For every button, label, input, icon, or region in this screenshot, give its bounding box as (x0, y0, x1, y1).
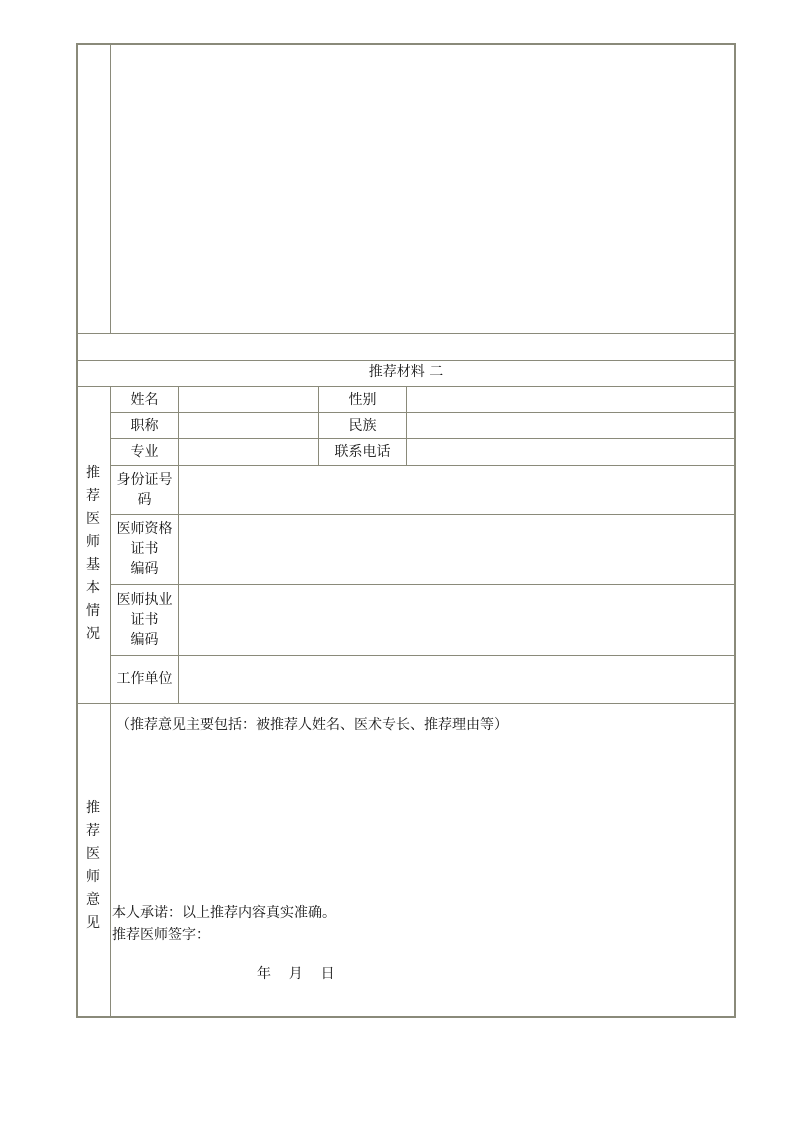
label-column-divider (178, 387, 179, 703)
name-label: 姓名 (130, 392, 159, 408)
row-title-bottom (110, 438, 735, 439)
row-name-bottom (110, 412, 735, 413)
commitment-text: 本人承诺：以上推荐内容真实准确。 (112, 905, 336, 921)
practice-cert-label: 医师执业 证书 编码 (116, 592, 173, 648)
qualification-cert-label: 医师资格 证书 编码 (116, 521, 173, 577)
blank-row-bottom-line (77, 360, 735, 361)
basic-info-side-label: 推荐医师基本情况 (86, 465, 100, 642)
row-qual-bottom (110, 584, 735, 585)
id-number-label: 身份证号 码 (116, 472, 173, 508)
signature-label: 推荐医师签字： (112, 927, 210, 943)
section-title: 推荐材料 二 (368, 364, 444, 380)
opinion-hint: （推荐意见主要包括：被推荐人姓名、医术专长、推荐理由等） (116, 717, 508, 733)
date-line: 年 月 日 (257, 966, 335, 982)
title-label: 职称 (130, 418, 159, 434)
top-block-bottom-line (77, 333, 735, 334)
row-id-bottom (110, 514, 735, 515)
top-block-left-divider (110, 44, 111, 334)
gender-label: 性别 (348, 392, 377, 408)
row-specialty-bottom (110, 465, 735, 466)
ethnicity-label: 民族 (348, 418, 377, 434)
row-practice-bottom (110, 655, 735, 656)
specialty-label: 专业 (130, 444, 159, 460)
middle-divider-2 (406, 387, 407, 465)
phone-label: 联系电话 (334, 444, 391, 460)
opinion-side-label: 推荐医师意见 (86, 800, 100, 931)
basic-info-bottom-line (77, 703, 735, 704)
workplace-label: 工作单位 (116, 671, 173, 687)
